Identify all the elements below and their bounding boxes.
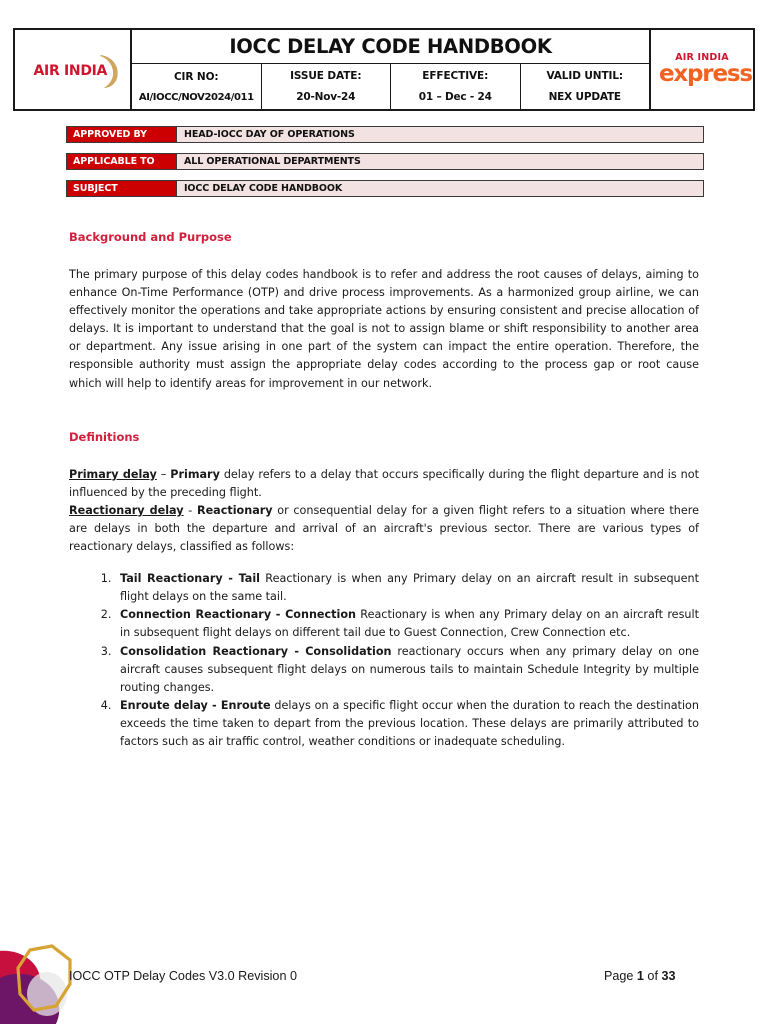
list-item-text: Reactionary is when any Primary delay on an aircraft result in subsequent flight delays on different tail due to Guest Connection, Crew Connection etc.	[120, 608, 699, 640]
list-item	[115, 570, 699, 606]
definition-term: Primary delay	[69, 467, 157, 481]
footer-document-label: IOCC OTP Delay Codes V3.0 Revision 0	[69, 969, 297, 983]
header-field-value: AI/IOCC/NOV2024/011	[138, 91, 254, 103]
list-item	[115, 697, 699, 751]
definition-bold-lead: Primary	[170, 467, 220, 481]
section-heading-definitions: Definitions	[69, 429, 140, 444]
header-field-label: EFFECTIVE:	[422, 70, 489, 82]
definition-text: delay refers to a delay that occurs specifically during the flight departure and is not influenced by the preceding flight.	[69, 467, 699, 499]
page-title: IOCC DELAY CODE HANDBOOK	[229, 35, 552, 58]
list-item-text: Reactionary is when any Primary delay on an aircraft result in subsequent flight delays on the same tail.	[120, 572, 699, 604]
air-india-logo-text: AIR INDIA	[33, 62, 108, 79]
list-item-text: delays on a specific flight occur when the duration to reach the destination exceeds the time taken to depart from the previous location. These delays are primarily attributed to factors such as air traffic control, weather conditions or inadequate scheduling.	[120, 698, 699, 748]
document-body	[69, 230, 699, 751]
header-center-block	[132, 30, 649, 109]
header-field-valid-until	[521, 64, 650, 109]
definition-term: Reactionary delay	[69, 503, 184, 517]
meta-row-value: IOCC DELAY CODE HANDBOOK	[177, 181, 703, 196]
header-title-row	[132, 30, 649, 64]
header-fields-row	[132, 64, 649, 109]
meta-row-applicable-to	[66, 153, 704, 170]
meta-row-value: ALL OPERATIONAL DEPARTMENTS	[177, 154, 703, 169]
air-india-logo	[21, 53, 125, 87]
header-field-label: VALID UNTIL:	[546, 70, 624, 82]
list-item-term: Tail Reactionary - Tail	[120, 572, 260, 586]
background-paragraph: The primary purpose of this delay codes handbook is to refer and address the root causes of delays, aiming to enhance On-Time Performance (OTP) and drive process improvements. As a harmonized group airline, we can effectively monitor the operations and take appropriate actions by ensuring consistent and precise allocation of delays. It is important to understand that the goal is not to assign blame or shift responsibility to another area or department. Any issue arising in one part of the system can impact the entire operation. Therefore, the responsible authority must assign the appropriate delay codes according to the process gap or root cause which will help to identify areas for improvement in our network.	[69, 268, 699, 390]
footer-page-prefix: Page	[604, 969, 637, 983]
list-item-term: Enroute delay - Enroute	[120, 698, 271, 712]
air-india-swoosh-icon	[97, 51, 123, 91]
footer-page-number: 1	[636, 969, 644, 983]
document-meta-rows	[66, 126, 704, 207]
header-field-value: 20-Nov-24	[296, 91, 356, 103]
header-right-logo-cell	[649, 30, 753, 109]
meta-row-label: SUBJECT	[67, 181, 177, 196]
meta-row-approved-by	[66, 126, 704, 143]
definition-primary-delay	[69, 466, 699, 502]
header-field-issue-date	[262, 64, 392, 109]
footer-page-of: of	[643, 969, 662, 983]
header-field-label: ISSUE DATE:	[290, 70, 362, 82]
document-header-table	[13, 28, 755, 111]
reactionary-types-list	[69, 570, 699, 751]
header-field-label: CIR NO:	[173, 70, 219, 83]
definition-text: or consequential delay for a given flight refers to a situation where there are delays in both the departure and arrival of an aircraft's previous sector. There are various types of reactionary delays, classified as follows:	[69, 503, 700, 554]
list-item	[115, 606, 699, 642]
meta-row-label: APPROVED BY	[67, 127, 177, 142]
list-item-term: Consolidation Reactionary - Consolidation	[120, 644, 392, 658]
page-footer	[0, 965, 768, 999]
list-item-term: Connection Reactionary - Connection	[120, 608, 356, 622]
header-field-value: 01 – Dec - 24	[418, 91, 492, 103]
air-india-express-logo	[659, 51, 752, 88]
header-field-effective	[391, 64, 521, 109]
footer-page-indicator	[604, 969, 675, 983]
header-field-value: NEX UPDATE	[548, 91, 621, 103]
meta-row-label: APPLICABLE TO	[67, 154, 177, 169]
list-item	[115, 643, 699, 697]
definition-reactionary-delay	[69, 502, 699, 556]
section-heading-background: Background and Purpose	[69, 230, 232, 244]
meta-row-subject	[66, 180, 704, 197]
list-item-text: reactionary occurs when any primary delay on one aircraft causes subsequent flight delays on numerous tails to maintain Schedule Integrity by multiple routing changes.	[120, 644, 700, 694]
air-india-express-bottom-text: express	[659, 61, 752, 88]
header-left-logo-cell	[15, 30, 132, 109]
meta-row-value: HEAD-IOCC DAY OF OPERATIONS	[177, 127, 703, 142]
definition-dash: –	[156, 467, 171, 481]
header-field-cir-no	[132, 64, 262, 109]
definition-bold-lead: Reactionary	[196, 503, 273, 517]
definition-dash: -	[183, 503, 197, 517]
air-india-express-top-text: AIR INDIA	[675, 51, 729, 63]
footer-page-total: 33	[661, 969, 676, 983]
section-spacer	[69, 393, 699, 430]
